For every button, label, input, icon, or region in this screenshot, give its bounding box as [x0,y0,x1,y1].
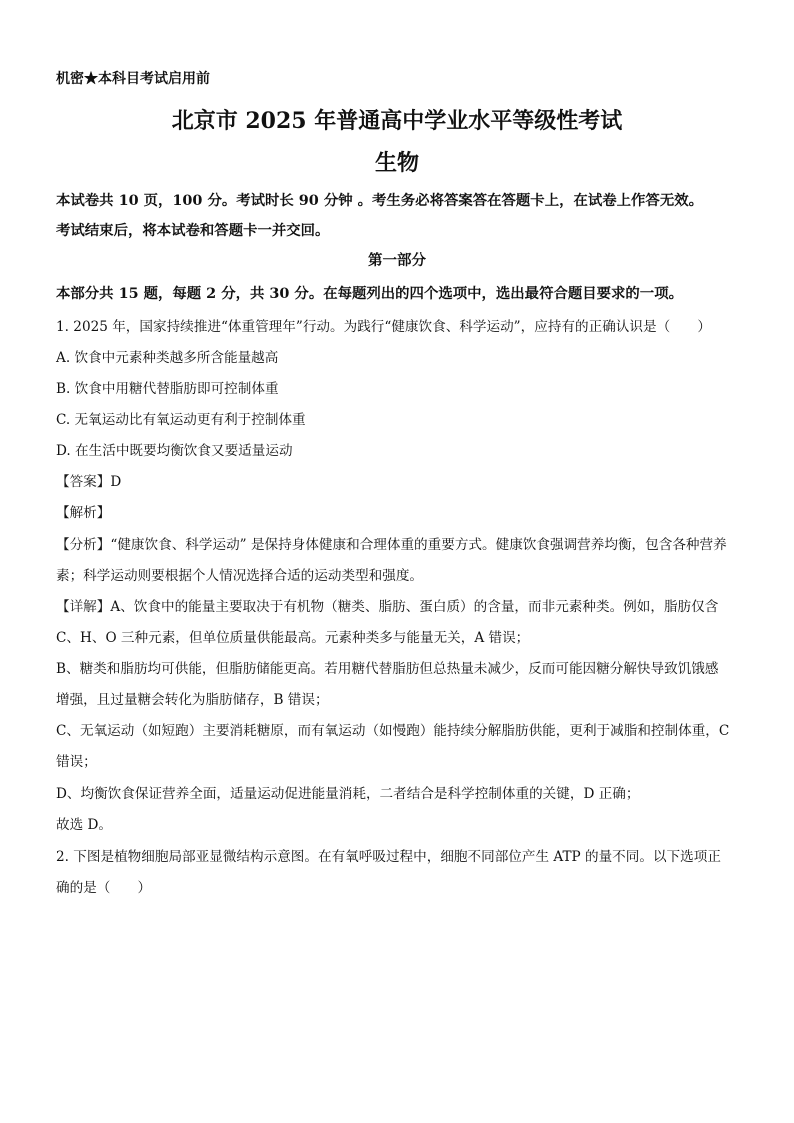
fenxi-text-1: “健康饮食、科学运动” 是保持身体健康和合理体重的重要方式。健康饮食强调营养均衡，包含各种营养 [110,537,727,553]
exam-title: 北京市 2025 年普通高中学业水平等级性考试 [171,108,623,134]
analysis-tag: 【解析】 [56,505,111,521]
question-2-stem-1: 2. 下图是植物细胞局部亚显微结构示意图。在有氧呼吸过程中，细胞不同部位产生 ATP 的量不同。以下选项正 [56,849,721,865]
part-heading: 第一部分 [368,252,426,269]
detail-line-7: D、均衡饮食保证营养全面，适量运动促进能量消耗，二者结合是科学控制体重的关键，D 正确； [56,786,640,802]
detail-line-4: 增强，且过量糖会转化为脂肪储存，B 错误； [56,692,329,708]
conclusion-line: 故选 D。 [56,817,113,833]
detail-line-6: 错误； [56,754,97,770]
detail-line-3: B、糖类和脂肪均可供能，但脂肪储能更高。若用糖代替脂肪但总热量未减少，反而可能因糖分解快导致饥饿感 [56,661,719,677]
answer-tag: 【答案】 [56,474,111,490]
secret-label: 机密★本科目考试启用前 [56,71,210,87]
detail-tag: 【详解】 [56,599,111,615]
detail-text-1: A、饮食中的能量主要取决于有机物（糖类、脂肪、蛋白质）的含量，而非元素种类。例如，脂肪仅含 [110,599,719,615]
question-1-option-b: B. 饮食中用糖代替脂肪即可控制体重 [56,381,279,397]
question-2-stem-2: 确的是（ ） [56,880,152,896]
part-intro: 本部分共 15 题，每题 2 分，共 30 分。在每题列出的四个选项中，选出最符合题目要求的一项。 [56,285,683,302]
question-1-stem: 1. 2025 年，国家持续推进“体重管理年”行动。为践行“健康饮食、科学运动”，应持有的正确认识是（ ） [56,319,711,335]
detail-line-5: C、无氧运动（如短跑）主要消耗糖原，而有氧运动（如慢跑）能持续分解脂肪供能，更利于减脂和控制体重，C [56,723,730,739]
question-1-option-a: A. 饮食中元素种类越多所含能量越高 [56,350,279,366]
fenxi-line-2: 素；科学运动则要根据个人情况选择合适的运动类型和强度。 [56,568,424,584]
instructions-line-2: 考试结束后，将本试卷和答题卡一并交回。 [56,222,330,239]
fenxi-line-1 [56,533,727,553]
detail-line-1 [56,595,718,615]
subject-title: 生物 [374,150,419,176]
fenxi-tag: 【分析】 [56,537,111,553]
instructions-line-1: 本试卷共 10 页，100 分。考试时长 90 分钟 。考生务必将答案答在答题卡上，在试卷上作答无效。 [56,192,703,209]
answer-value: D [110,474,122,490]
answer-line [56,470,121,490]
question-1-option-c: C. 无氧运动比有氧运动更有利于控制体重 [56,412,306,428]
question-1-option-d: D. 在生活中既要均衡饮食又要适量运动 [56,443,293,459]
detail-line-2: C、H、O 三种元素，但单位质量供能最高。元素种类多与能量无关，A 错误； [56,630,530,646]
